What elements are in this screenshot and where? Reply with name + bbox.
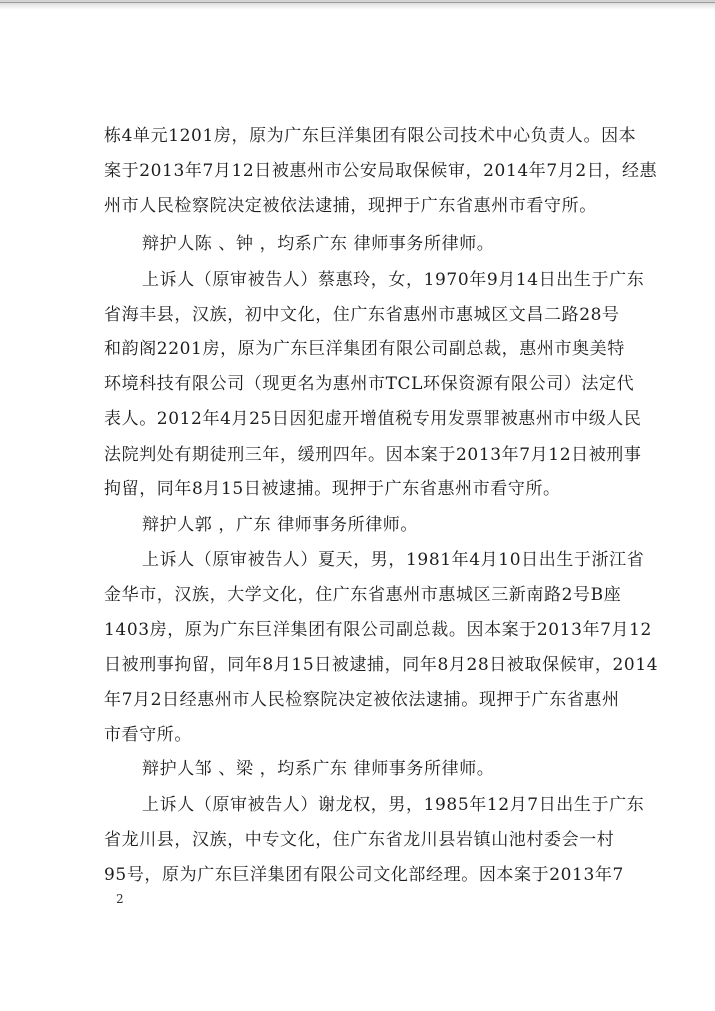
- text-line: 案于2013年7月12日被惠州市公安局取保候审，2014年7月2日，经惠: [104, 161, 658, 181]
- text-line: 省龙川县，汉族，中专文化，住广东省龙川县岩镇山池村委会一村: [104, 830, 615, 850]
- text-line: 95号，原为广东巨洋集团有限公司文化部经理。因本案于2013年7: [104, 865, 624, 885]
- text-line: 表人。2012年4月25日因犯虚开增值税专用发票罪被惠州市中级人民: [104, 409, 642, 429]
- text-line: 法院判处有期徒刑三年，缓刑四年。因本案于2013年7月12日被刑事: [104, 445, 642, 465]
- text-line: 1403房，原为广东巨洋集团有限公司副总裁。因本案于2013年7月12: [104, 620, 652, 640]
- text-line: 金华市，汉族，大学文化，住广东省惠州市惠城区三新南路2号B座: [104, 585, 622, 605]
- text-line: 年7月2日经惠州市人民检察院决定被依法逮捕。现押于广东省惠州: [104, 690, 620, 710]
- appellant-line: 上诉人（原审被告人）蔡惠玲，女，1970年9月14日出生于广东: [142, 270, 645, 290]
- text-line: 栋4单元1201房，原为广东巨洋集团有限公司技术中心负责人。因本: [104, 126, 637, 146]
- page-number: 2: [116, 892, 124, 906]
- text-line: 和韵阁2201房，原为广东巨洋集团有限公司副总裁，惠州市奥美特: [104, 339, 625, 359]
- text-line: 拘留，同年8月15日被逮捕。现押于广东省惠州市看守所。: [104, 479, 561, 499]
- scan-top-edge: [0, 2, 715, 3]
- appellant-line: 上诉人（原审被告人）夏天，男，1981年4月10日出生于浙江省: [142, 550, 645, 570]
- defender-line: 辩护人郭 ，广东 律师事务所律师。: [142, 515, 419, 535]
- text-line: 日被刑事拘留，同年8月15日被逮捕，同年8月28日被取保候审，2014: [104, 655, 659, 675]
- appellant-line: 上诉人（原审被告人）谢龙权，男，1985年12月7日出生于广东: [142, 795, 645, 815]
- text-line: 州市人民检察院决定被依法逮捕，现押于广东省惠州市看守所。: [104, 196, 597, 216]
- text-line: 市看守所。: [104, 725, 192, 745]
- text-line: 环境科技有限公司（现更名为惠州市TCL环保资源有限公司）法定代: [104, 374, 635, 394]
- defender-line: 辩护人陈 、钟 ，均系广东 律师事务所律师。: [142, 234, 495, 254]
- text-line: 省海丰县，汉族，初中文化，住广东省惠州市惠城区文昌二路28号: [104, 305, 620, 325]
- defender-line: 辩护人邹 、梁 ，均系广东 律师事务所律师。: [142, 759, 495, 779]
